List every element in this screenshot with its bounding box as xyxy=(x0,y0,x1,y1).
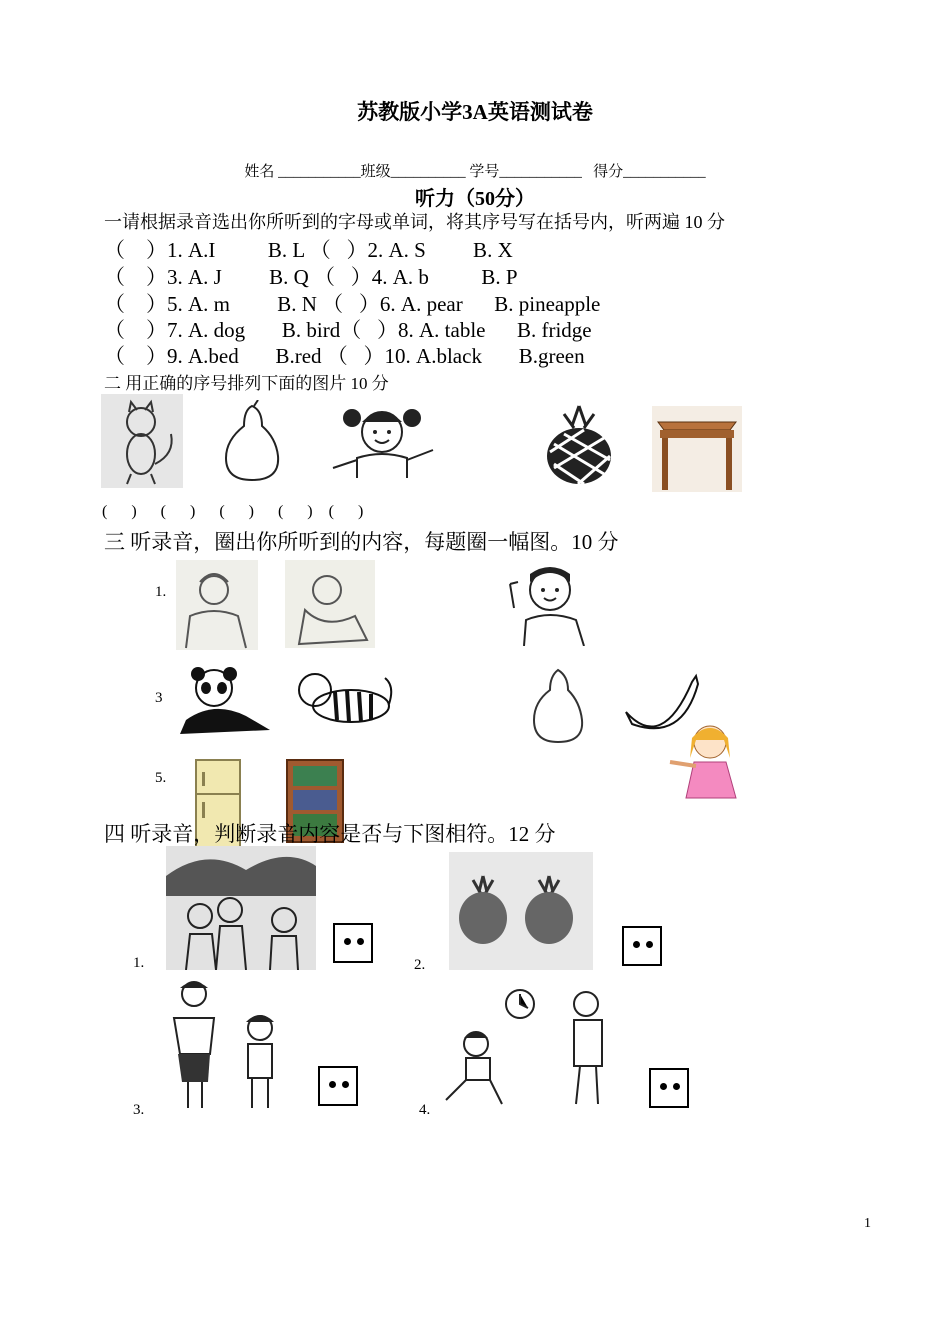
face-icon[interactable] xyxy=(622,926,662,966)
section4-heading: 四 听录音，判断录音内容是否与下图相符。12 分 xyxy=(104,822,556,846)
item-number: 5. xyxy=(155,770,167,786)
section2-heading: 二 用正确的序号排列下面的图片 10 分 xyxy=(104,374,389,393)
running-boys-picture xyxy=(436,980,622,1110)
panda-picture xyxy=(176,664,274,738)
eye-icon xyxy=(646,941,653,948)
eye-icon xyxy=(344,938,351,945)
question-row: （ ）3. A. J B. Q （ ）4. A. b B. P xyxy=(104,265,518,289)
listening-heading: 听力（50分） xyxy=(415,188,535,210)
eye-icon xyxy=(633,941,640,948)
question-row: （ ）9. A.bed B.red （ ）10. A.black B.green xyxy=(104,344,585,368)
pineapple-picture xyxy=(544,404,614,486)
two-pineapples-picture xyxy=(449,852,593,970)
page-number: 1 xyxy=(864,1216,871,1231)
answer-parens: ( ) ( ) ( ) ( ) ( ) xyxy=(102,503,364,520)
eye-icon xyxy=(342,1081,349,1088)
grandma-picture xyxy=(285,560,375,648)
item-number: 1. xyxy=(133,955,145,971)
face-icon[interactable] xyxy=(333,923,373,963)
section3-heading: 三 听录音，圈出你所听到的内容，每题圈一幅图。10 分 xyxy=(104,530,619,554)
question-row: （ ）1. A.I B. L （ ）2. A. S B. X xyxy=(104,238,513,262)
boy-waving-picture xyxy=(500,560,590,646)
item-number: 3. xyxy=(133,1102,145,1118)
family-picture xyxy=(166,846,316,970)
question-row: （ ）7. A. dog B. bird（ ）8. A. table B. fridge xyxy=(104,318,592,342)
item-number: 2. xyxy=(414,957,426,973)
teacher-student-picture xyxy=(160,978,290,1112)
pear2-picture xyxy=(526,664,588,744)
question-row: （ ）5. A. m B. N （ ）6. A. pear B. pineapple xyxy=(104,292,601,316)
tiger-picture xyxy=(285,666,395,728)
student-info-line: 姓名 ___________班级__________ 学号___________ 得分___________ xyxy=(244,164,706,180)
face-icon[interactable] xyxy=(318,1066,358,1106)
item-number: 1. xyxy=(155,584,167,600)
eye-icon xyxy=(660,1083,667,1090)
face-icon[interactable] xyxy=(649,1068,689,1108)
eye-icon xyxy=(329,1081,336,1088)
grandpa-picture xyxy=(176,560,258,650)
pear-picture xyxy=(214,400,289,484)
table-picture xyxy=(652,406,742,492)
cat-picture xyxy=(101,394,183,488)
eye-icon xyxy=(673,1083,680,1090)
eye-icon xyxy=(357,938,364,945)
item-number: 4. xyxy=(419,1102,431,1118)
girl-pointing-picture xyxy=(666,718,742,800)
girl-picture xyxy=(327,402,437,478)
section1-heading: 一请根据录音选出你所听到的字母或单词，将其序号写在括号内，听两遍 10 分 xyxy=(104,212,725,232)
page-title: 苏教版小学3A英语测试卷 xyxy=(357,100,593,124)
item-number: 3 xyxy=(155,690,163,706)
